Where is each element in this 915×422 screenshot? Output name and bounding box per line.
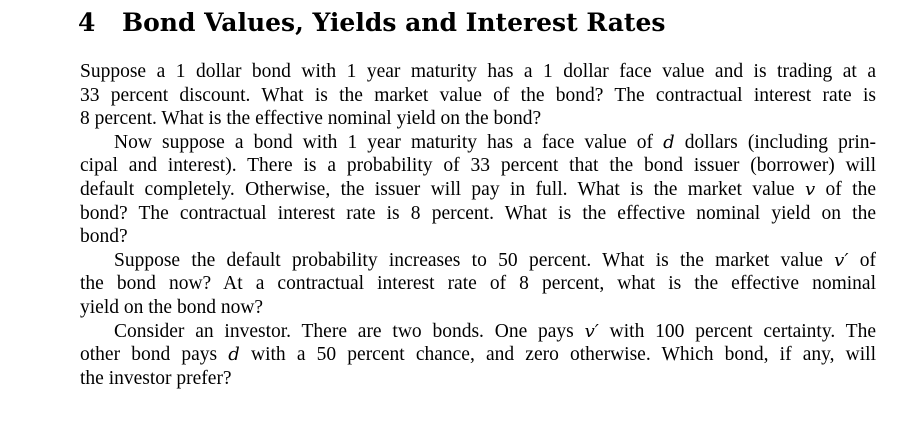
text-line	[80, 320, 876, 344]
text-line	[80, 131, 876, 155]
text-line	[80, 225, 876, 249]
section-title: Bond Values, Yields and Interest Rates	[122, 8, 666, 37]
math-variable: v′	[584, 320, 599, 342]
text-line: 8 percent. What is the effective nominal yield on the bond?	[80, 108, 542, 130]
math-variable: d	[663, 131, 675, 153]
text-run: Consider an investor. There are two bonds. One pays	[114, 320, 585, 342]
text-line: 33 percent discount. What is the market value of the bond? The contractual interest rate is	[80, 84, 876, 106]
text-run: the bond now? At a contractual interest rate of 8 percent, what is the effective nominal	[80, 273, 876, 295]
text-line	[80, 272, 876, 296]
math-variable: d	[228, 344, 240, 366]
text-run: other bond pays	[80, 344, 229, 366]
text-line	[80, 367, 876, 391]
text-run: with a 50 percent chance, and zero otherwise. Which bond, if any, will	[239, 344, 876, 366]
text-run: yield on the bond now?	[80, 296, 264, 318]
body-text	[80, 60, 876, 390]
text-run: dollars (including prin-	[674, 131, 876, 153]
section-number: 4	[78, 8, 96, 37]
section-heading	[78, 8, 665, 38]
paragraph-4	[80, 320, 876, 391]
text-line: Suppose a 1 dollar bond with 1 year maturity has a 1 dollar face value and is trading at a	[80, 61, 876, 82]
text-run: Suppose the default probability increases to 50 percent. What is the market value	[114, 249, 835, 271]
text-line	[80, 178, 876, 202]
text-run: bond?	[80, 226, 128, 248]
text-run: bond? The contractual interest rate is 8 percent. What is the effective nominal yield on the	[80, 202, 876, 224]
text-run: of the	[815, 178, 876, 200]
paragraph-2	[80, 131, 876, 249]
paragraph-3	[80, 249, 876, 320]
text-line	[80, 249, 876, 273]
math-variable: v	[804, 178, 816, 200]
text-run: of	[848, 249, 876, 271]
text-run: cipal and interest). There is a probability of 33 percent that the bond issuer (borrower) will	[80, 155, 876, 177]
text-run: the investor prefer?	[80, 367, 232, 389]
text-run: with 100 percent certainty. The	[598, 320, 876, 342]
text-line	[80, 296, 876, 320]
text-line	[80, 154, 876, 178]
text-run: Now suppose a bond with 1 year maturity has a face value of	[114, 131, 664, 153]
text-run: default completely. Otherwise, the issuer will pay in full. What is the market value	[80, 178, 805, 200]
paragraph-1	[80, 60, 876, 131]
text-line	[80, 202, 876, 226]
math-variable: v′	[834, 249, 849, 271]
text-line	[80, 343, 876, 367]
